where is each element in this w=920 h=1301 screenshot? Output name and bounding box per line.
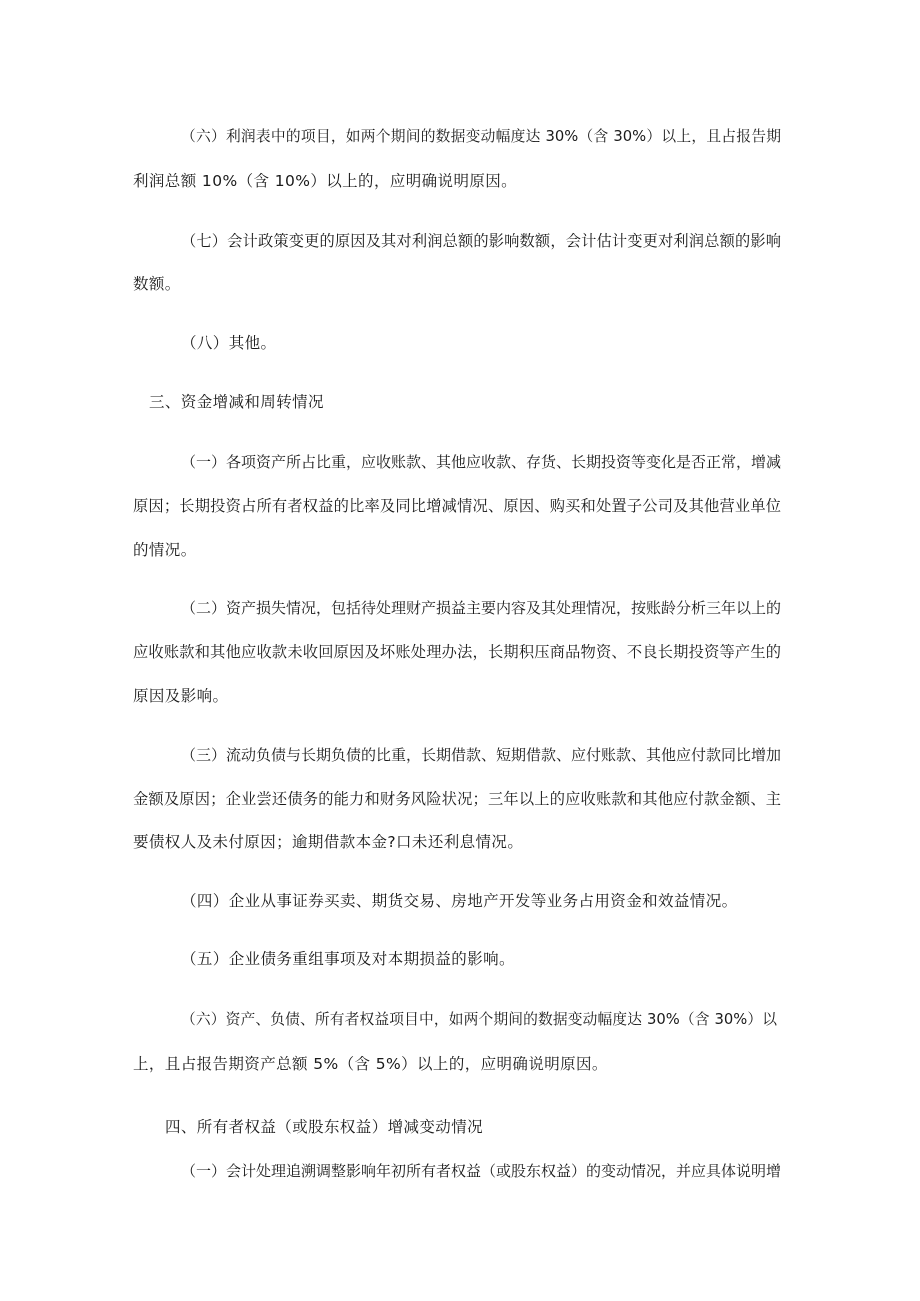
paragraph-line: 要债权人及未付原因；逾期借款本金?口未还利息情况。 — [133, 833, 524, 851]
paragraph-line: （一）各项资产所占比重，应收账款、其他应收款、存货、长期投资等变化是否正常，增减 — [181, 453, 782, 471]
paragraph-line: 原因及影响。 — [133, 687, 229, 705]
paragraph-line: 应收账款和其他应收款未收回原因及坏账处理办法，长期积压商品物资、不良长期投资等产生的 — [133, 643, 781, 661]
paragraph-line: 原因；长期投资占所有者权益的比率及同比增减情况、原因、购买和处置子公司及其他营业单位 — [133, 497, 781, 515]
paragraph-line: 的情况。 — [133, 541, 197, 559]
paragraph-line: （六）资产、负债、所有者权益项目中，如两个期间的数据变动幅度达 30%（含 30%）以 — [181, 1011, 777, 1028]
paragraph-line: （五）企业债务重组事项及对本期损益的影响。 — [181, 950, 515, 968]
paragraph-line: （八）其他。 — [181, 334, 277, 352]
paragraph-line: （一）会计处理追溯调整影响年初所有者权益（或股东权益）的变动情况，并应具体说明增 — [181, 1162, 782, 1180]
section-heading: 三、资金增减和周转情况 — [149, 393, 324, 411]
paragraph-line: 上，且占报告期资产总额 5%（含 5%）以上的，应明确说明原因。 — [133, 1055, 608, 1073]
paragraph-line: （七）会计政策变更的原因及其对利润总额的影响数额，会计估计变更对利润总额的影响 — [181, 232, 781, 250]
paragraph-line: （四）企业从事证券买卖、期货交易、房地产开发等业务占用资金和效益情况。 — [181, 892, 738, 910]
paragraph-line: 利润总额 10%（含 10%）以上的，应明确说明原因。 — [133, 172, 518, 190]
section-heading: 四、所有者权益（或股东权益）增减变动情况 — [165, 1118, 484, 1136]
paragraph-line: （三）流动负债与长期负债的比重，长期借款、短期借款、应付账款、其他应付款同比增加 — [181, 746, 782, 764]
paragraph-line: 金额及原因；企业尝还债务的能力和财务风险状况；三年以上的应收账款和其他应付款金额、主 — [133, 790, 781, 808]
paragraph-line: （二）资产损失情况，包括待处理财产损益主要内容及其处理情况，按账龄分析三年以上的 — [181, 599, 782, 617]
paragraph-line: 数额。 — [133, 275, 181, 293]
paragraph-line: （六）利润表中的项目，如两个期间的数据变动幅度达 30%（含 30%）以上，且占报告期 — [181, 128, 781, 145]
